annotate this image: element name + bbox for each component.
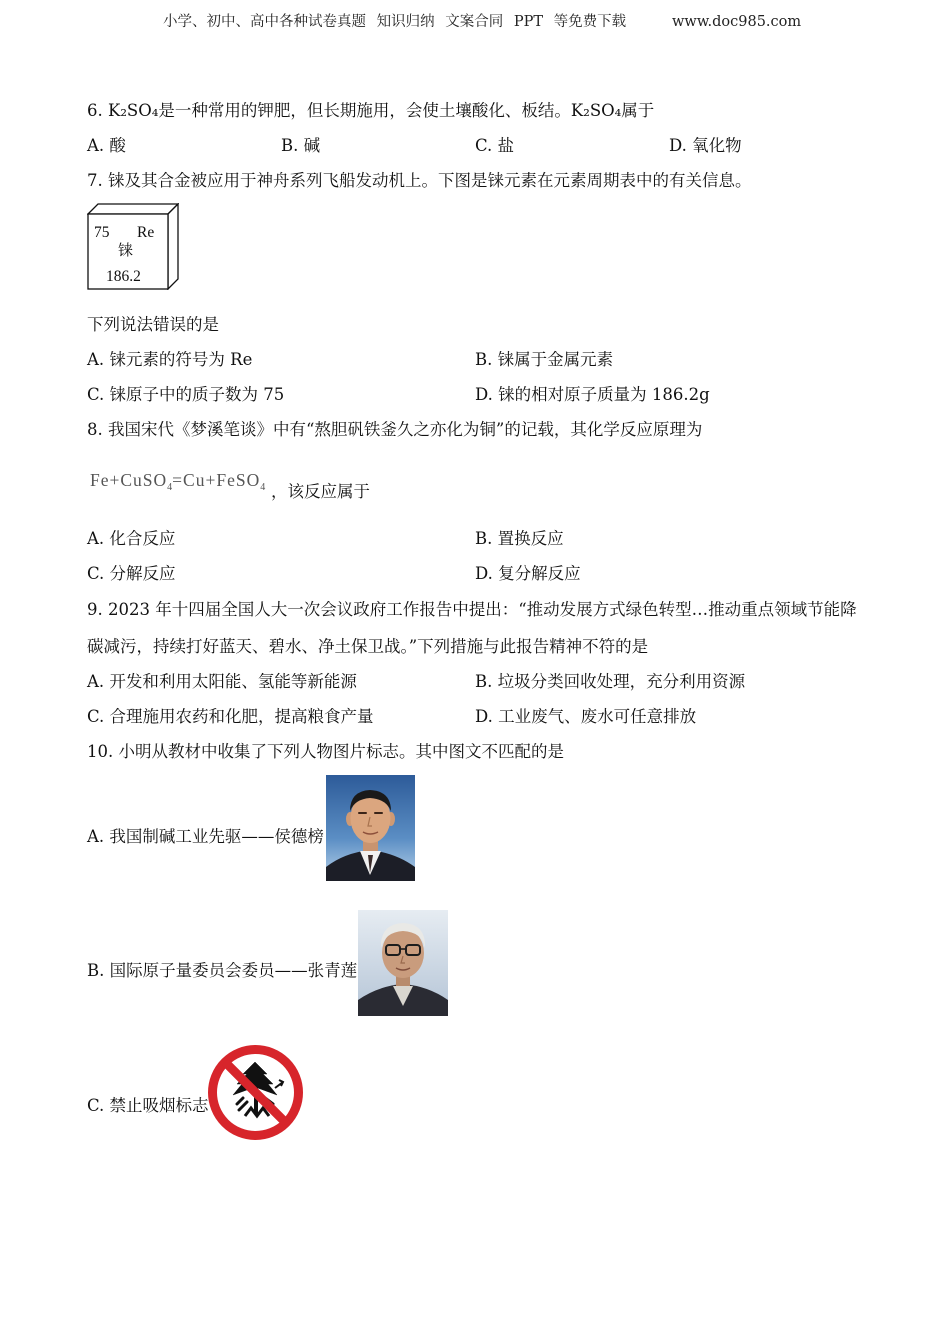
q9-option-b: B. 垃圾分类回收处理，充分利用资源	[475, 672, 746, 691]
q9-stem-line-1: 9. 2023 年十四届全国人大一次会议政府工作报告中提出：“推动发展方式绿色转型…推动重点领域节能降	[87, 600, 857, 619]
q7-option-b: B. 铼属于金属元素	[475, 350, 614, 369]
element-symbol: Re	[137, 224, 155, 241]
q8-option-a: A. 化合反应	[87, 529, 176, 548]
q6-option-a: A. 酸	[87, 136, 126, 155]
q9-stem-line-2: 碳减污，持续打好蓝天、碧水、净土保卫战。”下列措施与此报告精神不符的是	[87, 637, 649, 656]
q9-option-d: D. 工业废气、废水可任意排放	[475, 707, 697, 726]
q7-option-c: C. 铼原子中的质子数为 75	[87, 385, 285, 404]
prohibition-sign-icon	[207, 1044, 304, 1141]
portrait-photo-a	[326, 775, 415, 881]
q7-option-a: A. 铼元素的符号为 Re	[87, 350, 253, 369]
equation-subscript-1: 4	[167, 482, 173, 493]
equation-reactants: Fe+CuSO	[90, 470, 168, 490]
portrait-photo-b	[358, 910, 448, 1016]
q7-prompt: 下列说法错误的是	[87, 315, 219, 334]
q10-option-b-label: B. 国际原子量委员会委员——张青莲	[87, 961, 358, 980]
q9-option-a: A. 开发和利用太阳能、氢能等新能源	[87, 672, 357, 691]
q8-option-d: D. 复分解反应	[475, 564, 581, 583]
q8-stem-end: ，该反应属于	[271, 482, 370, 501]
equation-products: =Cu+FeSO	[172, 470, 261, 490]
q7-stem: 7. 铼及其合金被应用于神舟系列飞船发动机上。下图是铼元素在元素周期表中的有关信息。	[87, 171, 752, 190]
equation-subscript-2: 4	[260, 482, 266, 493]
element-atomic-mass: 186.2	[106, 268, 141, 285]
q8-chemical-equation	[90, 469, 265, 499]
q7-option-d: D. 铼的相对原子质量为 186.2g	[475, 385, 710, 404]
q8-option-c: C. 分解反应	[87, 564, 176, 583]
q6-option-b: B. 碱	[281, 136, 321, 155]
q8-stem: 8. 我国宋代《梦溪笔谈》中有“熬胆矾铁釜久之亦化为铜”的记载，其化学反应原理为	[87, 420, 703, 439]
q9-option-c: C. 合理施用农药和化肥，提高粮食产量	[87, 707, 374, 726]
q10-option-c-label: C. 禁止吸烟标志	[87, 1096, 209, 1115]
q6-stem: 6. K₂SO₄是一种常用的钾肥，但长期施用，会使土壤酸化、板结。K₂SO₄属于	[87, 101, 655, 120]
q8-option-b: B. 置换反应	[475, 529, 564, 548]
header-banner-url: www.doc985.com	[672, 14, 802, 30]
header-banner-text: 小学、初中、高中各种试卷真题 知识归纳 文案合同 PPT 等免费下载	[163, 14, 627, 30]
q10-option-a-label: A. 我国制碱工业先驱——侯德榜	[87, 827, 324, 846]
element-name: 铼	[118, 241, 134, 259]
element-atomic-number: 75	[94, 224, 110, 241]
q6-option-c: C. 盐	[475, 136, 515, 155]
q10-stem: 10. 小明从教材中收集了下列人物图片标志。其中图文不匹配的是	[87, 742, 564, 761]
q6-option-d: D. 氧化物	[669, 136, 742, 155]
